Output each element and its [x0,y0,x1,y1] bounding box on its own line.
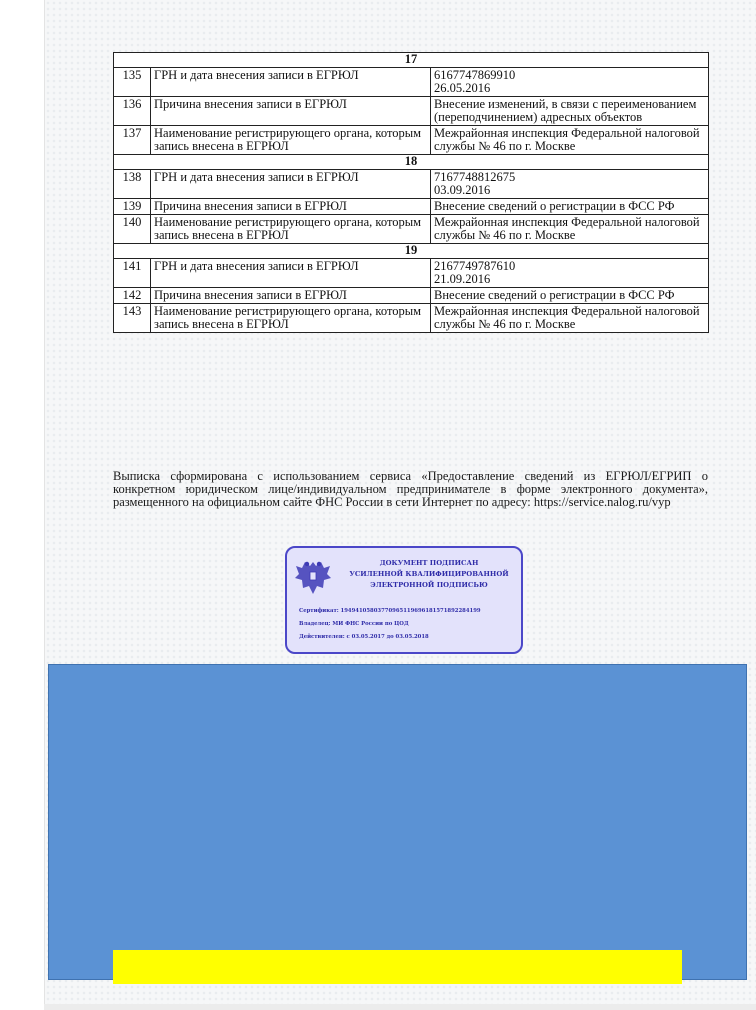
row-number: 140 [114,215,151,244]
electronic-signature-stamp [285,546,523,654]
table-row [114,259,709,288]
field-value: 7167748812675 03.09.2016 [431,170,709,199]
row-number: 136 [114,97,151,126]
field-name: Наименование регистрирующего органа, которым запись внесена в ЕГРЮЛ [151,215,431,244]
stamp-title-line-3: ЭЛЕКТРОННОЙ ПОДПИСЬЮ [370,581,488,589]
table-row [114,170,709,199]
field-value: Межрайонная инспекция Федеральной налоговой службы № 46 по г. Москве [431,215,709,244]
table-row [114,215,709,244]
field-value: Межрайонная инспекция Федеральной налоговой службы № 46 по г. Москве [431,126,709,155]
field-name: Наименование регистрирующего органа, которым запись внесена в ЕГРЮЛ [151,304,431,333]
section-number: 17 [114,53,709,68]
field-value: 6167747869910 26.05.2016 [431,68,709,97]
redaction-block-blue [48,664,747,980]
egrul-records-table [113,52,709,333]
redaction-bar-yellow [113,950,682,984]
field-value: Внесение сведений о регистрации в ФСС РФ [431,199,709,215]
extract-footer-note: Выписка сформирована с использованием сервиса «Предоставление сведений из ЕГРЮЛ/ЕГРИП о конкретном юридическом лице/индивидуальном предпринимателе в форме электронного документа», размещенного на официальном сайте ФНС России в сети Интернет по адресу: https://service.nalog.ru/vyp [113,469,708,510]
row-number: 138 [114,170,151,199]
section-number: 18 [114,155,709,170]
table-row [114,199,709,215]
row-number: 142 [114,288,151,304]
field-name: ГРН и дата внесения записи в ЕГРЮЛ [151,170,431,199]
table-row [114,304,709,333]
section-header-row [114,155,709,170]
row-number: 141 [114,259,151,288]
stamp-validity: Действителен: с 03.05.2017 до 03.05.2018 [299,634,429,640]
field-name: Причина внесения записи в ЕГРЮЛ [151,288,431,304]
row-number: 139 [114,199,151,215]
table-row [114,97,709,126]
field-name: Наименование регистрирующего органа, которым запись внесена в ЕГРЮЛ [151,126,431,155]
row-number: 135 [114,68,151,97]
egrul-records-body [114,53,709,333]
field-value: Внесение изменений, в связи с переименованием (переподчинением) адресных объектов [431,97,709,126]
stamp-title-line-2: УСИЛЕННОЙ КВАЛИФИЦИРОВАННОЙ [349,570,509,578]
table-row [114,288,709,304]
section-number: 19 [114,244,709,259]
table-row [114,68,709,97]
field-name: Причина внесения записи в ЕГРЮЛ [151,97,431,126]
double-headed-eagle-emblem-icon [293,556,333,600]
stamp-title [339,558,519,591]
row-number: 143 [114,304,151,333]
field-name: ГРН и дата внесения записи в ЕГРЮЛ [151,259,431,288]
table-row [114,126,709,155]
stamp-certificate: Сертификат: 194941058037709651196961815718922841​99 [299,608,481,614]
field-value: Внесение сведений о регистрации в ФСС РФ [431,288,709,304]
field-name: ГРН и дата внесения записи в ЕГРЮЛ [151,68,431,97]
field-name: Причина внесения записи в ЕГРЮЛ [151,199,431,215]
field-value: Межрайонная инспекция Федеральной налоговой службы № 46 по г. Москве [431,304,709,333]
row-number: 137 [114,126,151,155]
stamp-title-line-1: ДОКУМЕНТ ПОДПИСАН [379,559,479,567]
page-bottom-edge [44,1004,756,1010]
stamp-owner: Владелец: МИ ФНС России по ЦОД [299,621,409,627]
field-value: 2167749787610 21.09.2016 [431,259,709,288]
section-header-row [114,244,709,259]
section-header-row [114,53,709,68]
